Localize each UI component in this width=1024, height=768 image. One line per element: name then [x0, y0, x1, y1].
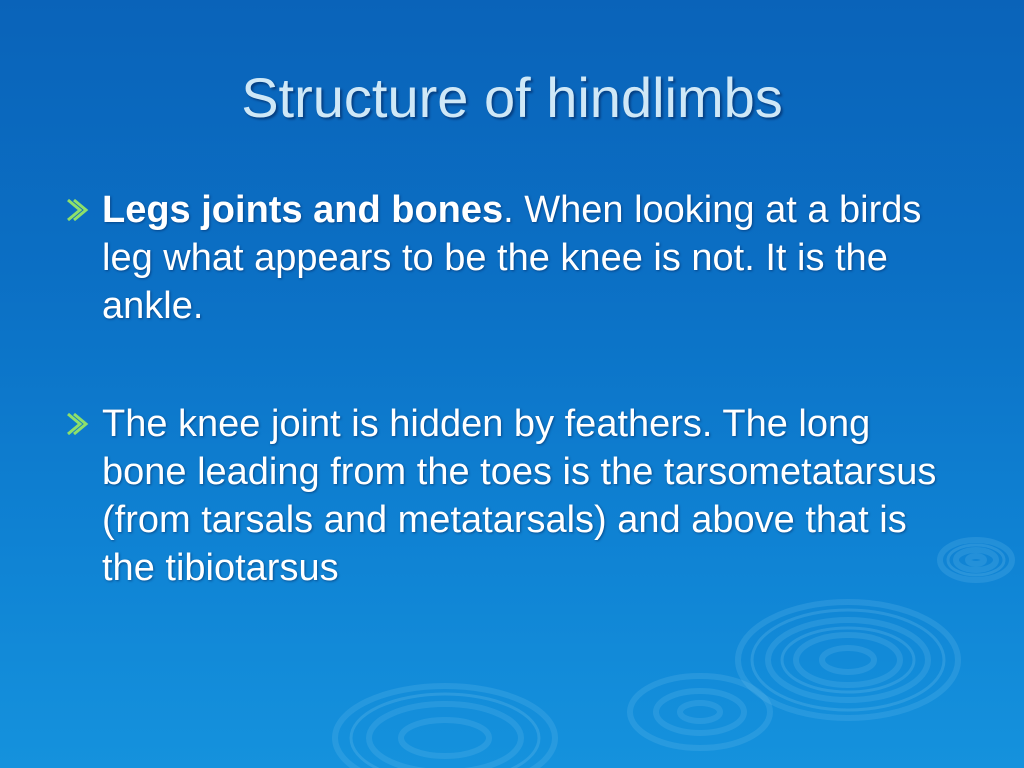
- bullet-item: [60, 400, 960, 592]
- bullet-text: The knee joint is hidden by feathers. The long bone leading from the toes is the tarsometatarsus (from tarsals and metatarsals) and above that is the tibiotarsus: [102, 403, 937, 589]
- chevron-right-icon: [64, 190, 90, 230]
- bullet-item: [60, 186, 960, 330]
- chevron-right-icon: [64, 404, 90, 444]
- bullet-heading: Legs joints and bones: [102, 189, 504, 231]
- bullet-list: [60, 186, 960, 662]
- slide-title: Structure of hindlimbs: [241, 66, 783, 129]
- bullet-text: . When looking at a birds leg what appears to be the knee is not. It is the ankle.: [102, 189, 922, 327]
